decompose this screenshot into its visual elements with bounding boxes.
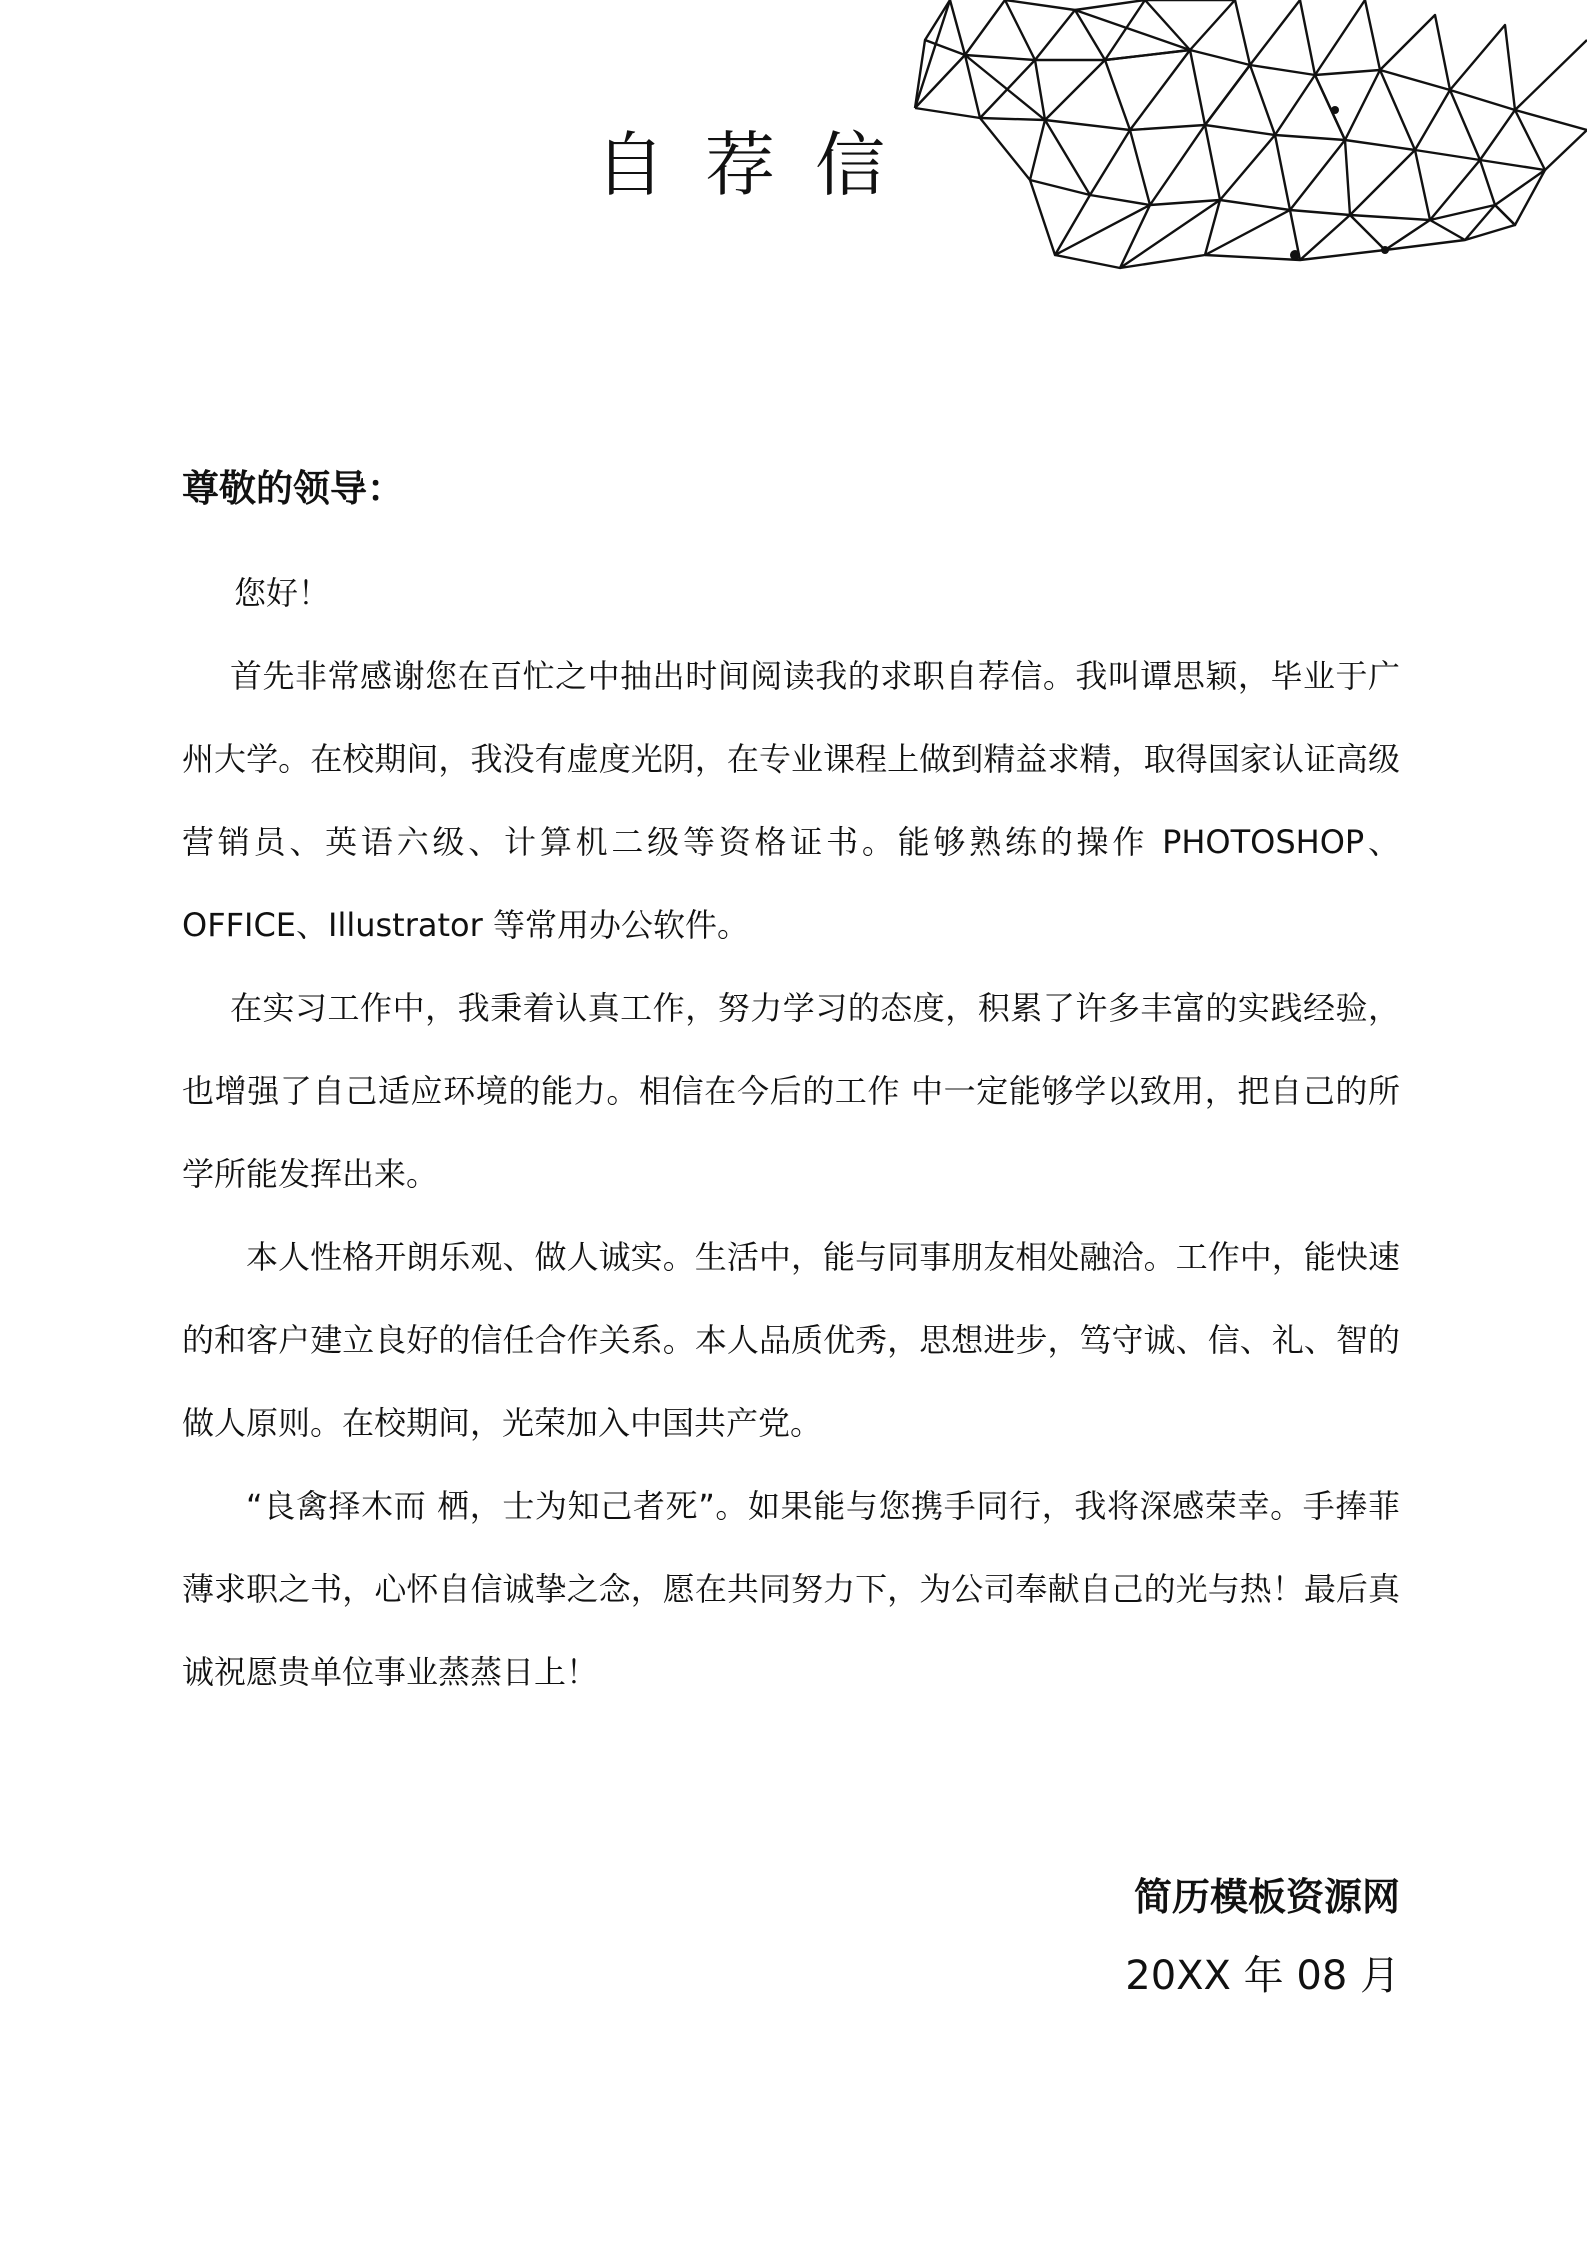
paragraph-introduction: 首先非常感谢您在百忙之中抽出时间阅读我的求职自荐信。我叫谭思颖，毕业于广州大学。在校期间，我没有虚度光阴，在专业课程上做到精益求精，取得国家认证高级营销员、英语六级、计算机二级等资格证书。能够熟练的操作 PHOTOSHOP、OFFICE、Illustrator 等常用办公软件。 [182,657,1400,944]
letter-title: 自荐信 [595,124,925,206]
paragraph-internship: 在实习工作中，我秉着认真工作，努力学习的态度，积累了许多丰富的实践经验，也增强了自己适应环境的能力。相信在今后的工作 中一定能够学以致用，把自己的所学所能发挥出来。 [182,989,1400,1193]
signature-block [1125,1875,1400,1999]
letter-body [182,552,1400,1714]
salutation: 尊敬的领导： [182,467,404,510]
greeting: 您好！ [234,574,331,612]
geometric-polygon-mesh-icon [905,0,1587,275]
signature-date: 20XX 年 08 月 [1125,1953,1400,1999]
paragraph-closing: “良禽择木而 栖，士为知己者死”。如果能与您携手同行，我将深感荣幸。手捧菲薄求职之书，心怀自信诚挚之念，愿在共同努力下，为公司奉献自己的光与热！最后真诚祝愿贵单位事业蒸蒸日上！ [182,1487,1400,1691]
signature-name: 简历模板资源网 [1133,1875,1400,1919]
paragraph-personality: 本人性格开朗乐观、做人诚实。生活中，能与同事朋友相处融洽。工作中，能快速的和客户建立良好的信任合作关系。本人品质优秀，思想进步，笃守诚、信、礼、智的做人原则。在校期间，光荣加入中国共产党。 [182,1238,1400,1442]
